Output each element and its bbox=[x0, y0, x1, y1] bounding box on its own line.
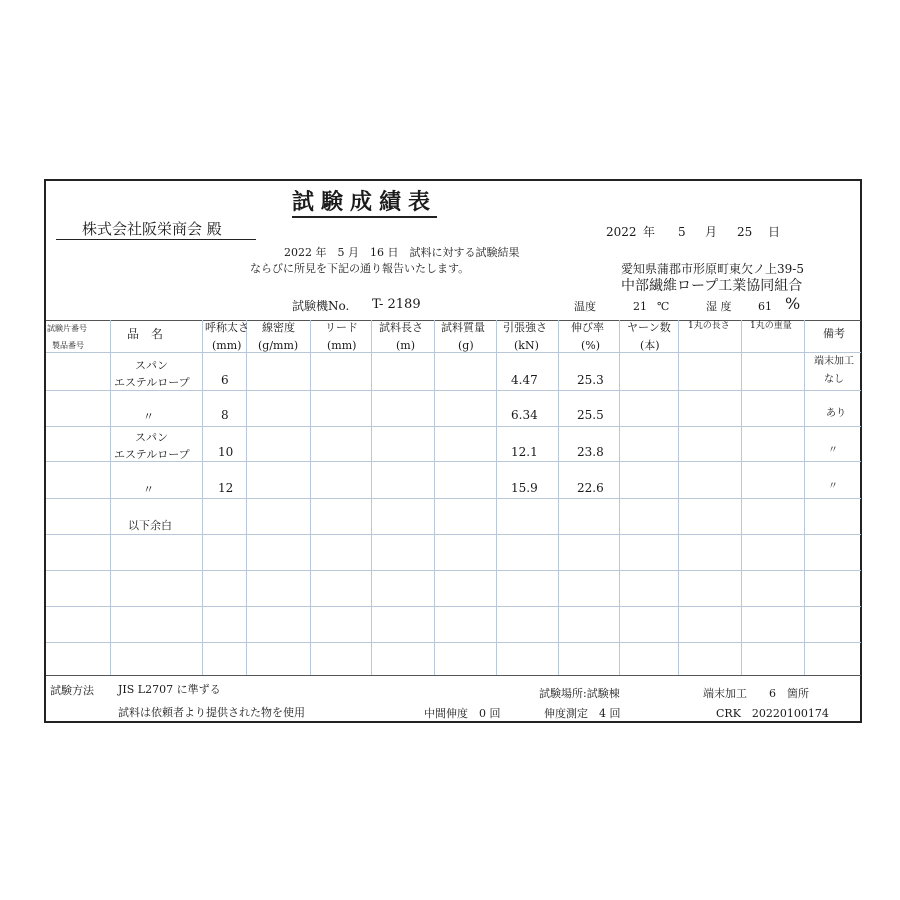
issue-month: 5 bbox=[678, 225, 686, 239]
header-linear-density-unit: (g/mm) bbox=[258, 339, 299, 352]
header-product-no: 製品番号 bbox=[52, 341, 84, 350]
row3-strength: 12.1 bbox=[511, 445, 538, 459]
row-divider bbox=[46, 498, 861, 499]
issue-month-label: 月 bbox=[705, 225, 718, 239]
test-place: 試験場所:試験棟 bbox=[539, 687, 620, 700]
temperature-unit: ℃ bbox=[657, 300, 670, 313]
machine-label: 試験機No. bbox=[292, 299, 350, 313]
header-nominal-size: 呼称太さ bbox=[205, 321, 249, 334]
row2-elongation: 25.5 bbox=[577, 408, 604, 422]
issue-day-label: 日 bbox=[768, 225, 781, 239]
results-table bbox=[46, 320, 861, 675]
header-nominal-size-unit: (mm) bbox=[212, 339, 242, 352]
humidity-unit: % bbox=[785, 294, 801, 313]
row-divider bbox=[46, 461, 861, 462]
row1-size: 6 bbox=[221, 373, 229, 387]
remainder-blank-note: 以下余白 bbox=[128, 519, 172, 532]
row-divider bbox=[46, 534, 861, 535]
row2-size: 8 bbox=[221, 408, 229, 422]
row1-name-line1: スパン bbox=[135, 359, 168, 372]
issue-day: 25 bbox=[737, 225, 753, 239]
issue-year: 2022 bbox=[606, 225, 637, 239]
intro-line-2: ならびに所見を下記の通り報告いたします。 bbox=[250, 262, 470, 275]
sample-note: 試料は依頼者より提供された物を使用 bbox=[118, 706, 305, 719]
row3-note: 〃 bbox=[828, 445, 838, 456]
humidity-label: 湿 度 bbox=[706, 300, 732, 313]
elongation-measurement: 伸度測定 4 回 bbox=[544, 707, 621, 720]
row3-size: 10 bbox=[218, 445, 234, 459]
row4-name: 〃 bbox=[143, 483, 154, 496]
row3-name-line2: エステルロープ bbox=[114, 448, 190, 461]
header-remarks: 備考 bbox=[823, 327, 845, 340]
temperature-value: 21 bbox=[633, 300, 647, 313]
crk-number: CRK 20220100174 bbox=[716, 707, 829, 720]
header-tensile-strength: 引張強さ bbox=[503, 321, 547, 334]
row1-strength: 4.47 bbox=[511, 373, 538, 387]
row2-strength: 6.34 bbox=[511, 408, 538, 422]
row3-name-line1: スパン bbox=[135, 431, 168, 444]
header-linear-density: 線密度 bbox=[262, 321, 295, 334]
humidity-value: 61 bbox=[758, 300, 772, 313]
issue-year-label: 年 bbox=[643, 225, 656, 239]
row-divider bbox=[46, 570, 861, 571]
recipient-underline bbox=[56, 239, 256, 240]
method-value: JIS L2707 に準ずる bbox=[118, 683, 221, 696]
row4-size: 12 bbox=[218, 481, 234, 495]
row4-note: 〃 bbox=[828, 481, 838, 492]
header-coil-length: 1丸の長さ bbox=[688, 321, 730, 331]
header-lead: リード bbox=[325, 321, 358, 334]
header-sample-mass-unit: (g) bbox=[458, 339, 474, 352]
temperature-label: 温度 bbox=[574, 300, 596, 313]
row-divider bbox=[46, 352, 861, 353]
row1-name-line2: エステルロープ bbox=[114, 376, 190, 389]
row-divider bbox=[46, 390, 861, 391]
report-title: 試験成績表 bbox=[292, 191, 437, 218]
row1-note-line2: なし bbox=[824, 374, 844, 385]
end-processing: 端末加工 6 箇所 bbox=[703, 687, 809, 700]
header-lead-unit: (mm) bbox=[327, 339, 357, 352]
issuer-address: 愛知県蒲郡市形原町東欠ノ上39-5 bbox=[621, 262, 804, 276]
header-sample-length: 試料長さ bbox=[379, 321, 423, 334]
header-elongation: 伸び率 bbox=[571, 321, 604, 334]
row1-elongation: 25.3 bbox=[577, 373, 604, 387]
row-divider bbox=[46, 606, 861, 607]
footer-divider bbox=[46, 675, 861, 676]
machine-number: T- 2189 bbox=[372, 297, 421, 312]
row1-note-line1: 端末加工 bbox=[814, 356, 854, 367]
row4-strength: 15.9 bbox=[511, 481, 538, 495]
method-label: 試験方法 bbox=[50, 684, 94, 697]
issuer-name: 中部繊維ロープ工業協同組合 bbox=[621, 278, 803, 294]
header-tensile-strength-unit: (kN) bbox=[514, 339, 539, 352]
header-elongation-unit: (%) bbox=[581, 339, 601, 352]
header-specimen-no: 試験片番号 bbox=[47, 324, 87, 333]
recipient-company: 株式会社阪栄商会 殿 bbox=[82, 220, 222, 238]
midway-elongation: 中間伸度 0 回 bbox=[424, 707, 501, 720]
header-yarn-count: ヤーン数 bbox=[627, 321, 671, 334]
header-sample-length-unit: (m) bbox=[396, 339, 416, 352]
row2-name: 〃 bbox=[143, 410, 154, 423]
header-yarn-count-unit: (本) bbox=[640, 339, 660, 352]
intro-line-1: 2022 年 5 月 16 日 試料に対する試験結果 bbox=[284, 246, 520, 259]
header-sample-mass: 試料質量 bbox=[441, 321, 485, 334]
row-divider bbox=[46, 642, 861, 643]
row-divider bbox=[46, 426, 861, 427]
header-coil-weight: 1丸の重量 bbox=[750, 321, 792, 331]
header-product-name: 品 名 bbox=[127, 327, 164, 341]
row3-elongation: 23.8 bbox=[577, 445, 604, 459]
row2-note: あり bbox=[826, 408, 846, 419]
row4-elongation: 22.6 bbox=[577, 481, 604, 495]
